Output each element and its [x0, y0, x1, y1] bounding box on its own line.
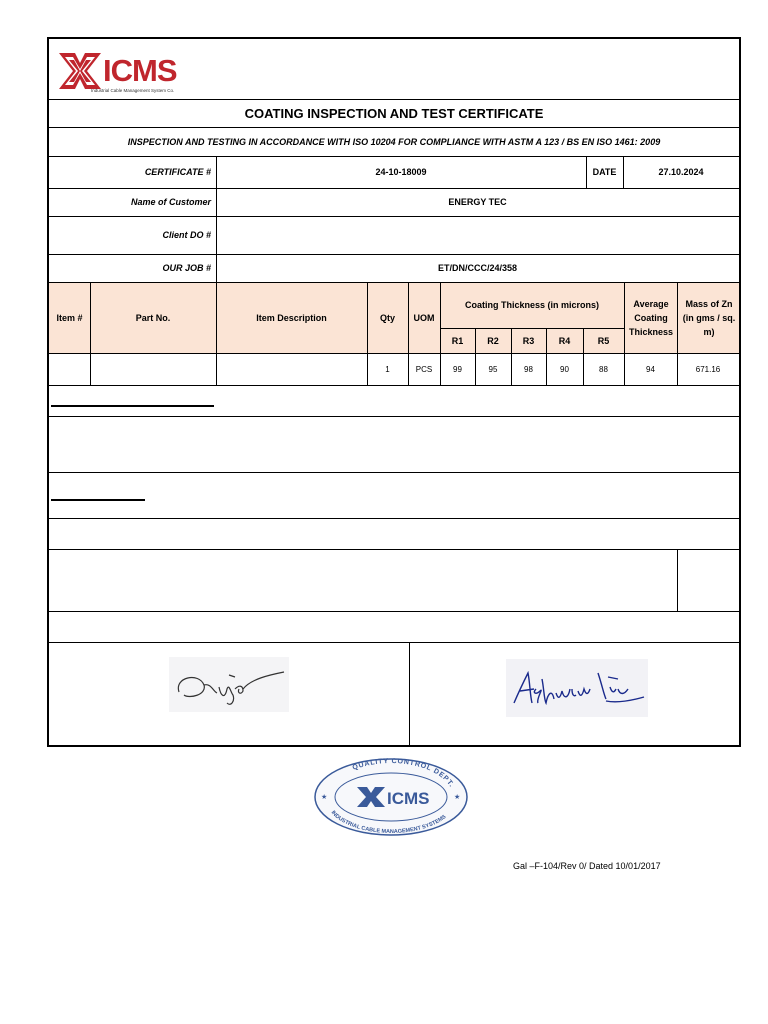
svg-text:★: ★ — [321, 794, 328, 801]
stamp-top-text: QUALITY CONTROL DEPT. — [351, 757, 456, 789]
row-r5: 88 — [599, 364, 608, 374]
row-average: 94 — [646, 364, 655, 374]
row-r4: 90 — [560, 364, 569, 374]
row-r3: 98 — [524, 364, 533, 374]
client-do-label: Client DO # — [162, 230, 211, 240]
client-do-value — [216, 216, 739, 254]
customer-label: Name of Customer — [130, 197, 211, 207]
signature-left — [169, 657, 289, 712]
col-header-r2: R2 — [487, 335, 499, 346]
svg-text:★: ★ — [454, 794, 461, 801]
form-reference: Gal –F-104/Rev 0/ Dated 10/01/2017 — [513, 861, 661, 871]
col-header-r5: R5 — [597, 335, 610, 346]
customer-value: ENERGY TEC — [448, 197, 507, 207]
date-value: 27.10.2024 — [658, 167, 704, 177]
col-header-r3: R3 — [522, 335, 535, 346]
row-part-no — [90, 353, 216, 385]
our-job-label: OUR JOB # — [162, 263, 211, 273]
row-qty: 1 — [385, 364, 390, 374]
row-r2: 95 — [488, 364, 498, 374]
certificate-label: CERTIFICATE # — [144, 167, 211, 177]
logo-emblem-icon — [55, 49, 105, 93]
row-mass: 671.16 — [695, 364, 721, 374]
our-job-value: ET/DN/CCC/24/358 — [437, 263, 518, 273]
col-header-item: Item # — [56, 312, 83, 323]
date-label: DATE — [592, 167, 617, 177]
section-underline — [51, 499, 145, 501]
signature-right — [506, 659, 648, 717]
row-description — [216, 353, 367, 385]
row-item — [49, 353, 90, 385]
stamp-bottom-text: INDUSTRIAL CABLE MANAGEMENT SYSTEMS — [329, 809, 448, 836]
col-header-description: Item Description — [256, 312, 327, 323]
certificate-frame — [47, 37, 741, 747]
row-uom: PCS — [415, 364, 433, 374]
col-header-qty: Qty — [379, 312, 395, 323]
stamp-center-text: ICMS — [387, 789, 430, 808]
col-header-part-no: Part No. — [135, 312, 171, 323]
company-logo — [55, 45, 185, 95]
col-header-r4: R4 — [558, 335, 571, 346]
page-title: COATING INSPECTION AND TEST CERTIFICATE — [244, 105, 544, 121]
col-header-average: Average Coating Thickness — [628, 298, 674, 337]
col-header-coating-thickness: Coating Thickness (in microns) — [464, 300, 600, 310]
col-header-uom: UOM — [413, 312, 435, 323]
certificate-number: 24-10-18009 — [375, 167, 427, 177]
standard-line: INSPECTION AND TESTING IN ACCORDANCE WITH ISO 10204 FOR COMPLIANCE WITH ASTM A 123 / BS EN ISO 1461: 2009 — [127, 136, 661, 147]
logo-wordmark: ICMS — [103, 53, 177, 88]
section-underline — [51, 405, 214, 407]
col-header-mass: Mass of Zn (in gms / sq. m) — [682, 298, 736, 337]
quality-control-stamp — [311, 757, 471, 837]
row-r1: 99 — [453, 364, 462, 374]
logo-subtext: Industrial Cable Management System Co. — [91, 88, 175, 93]
col-header-r1: R1 — [451, 335, 464, 346]
